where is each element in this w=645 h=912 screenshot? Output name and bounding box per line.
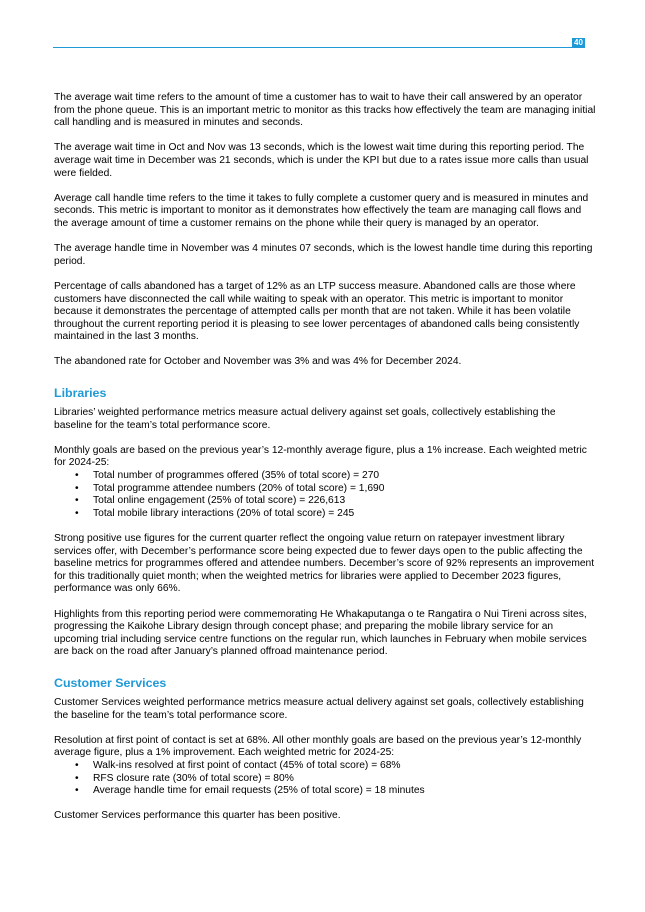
list-item: • Total online engagement (25% of total score) = 226,613 xyxy=(54,495,596,508)
libraries-paragraph-4: Highlights from this reporting period were commemorating He Whakaputanga o te Rangatira o Nui Tireni across sites, progressing the Kaikohe Library design through concept phase; and preparing the mobile library service for an upcoming trial including service centre functions on the regular run, which launches in February when mobile services are back on the road after January’s planned offroad maintenance period. xyxy=(54,608,587,658)
list-item: • Walk-ins resolved at first point of contact (45% of total score) = 68% xyxy=(54,760,596,773)
list-item: • Total mobile library interactions (20% of total score) = 245 xyxy=(54,508,596,521)
libraries-paragraph-2: Monthly goals are based on the previous year’s 12-monthly average figure, plus a 1% increase. Each weighted metric for 2024-25: xyxy=(54,444,587,469)
customer-services-paragraph-3: Customer Services performance this quarter has been positive. xyxy=(54,810,341,822)
customer-services-paragraph-1: Customer Services weighted performance metrics measure actual delivery against set goals, collectively establishing the baseline for the team’s total performance score. xyxy=(54,696,584,721)
libraries-paragraph-3: Strong positive use figures for the current quarter reflect the ongoing value return on ratepayer investment library services offer, with December’s performance score being expected due to fewer days open to the public affecting the baseline metrics for programmes offered and attendee numbers. December’s score of 92% represents an improvement for this traditionally quiet month; when the weighted metrics for libraries were applied to December 2023 figures, performance was only 66%. xyxy=(54,533,595,595)
paragraph-handle-time-results: The average handle time in November was 4 minutes 07 seconds, which is the lowest handle time during this reporting period. xyxy=(54,243,593,267)
page-number: 40 xyxy=(572,38,585,48)
libraries-paragraph-1: Libraries’ weighted performance metrics measure actual delivery against set goals, collectively establishing the baseline for the team’s total performance score. xyxy=(54,407,556,431)
paragraph-wait-time-definition: The average wait time refers to the amount of time a customer has to wait to have their call answered by an operator from the phone queue. This is an important metric to monitor as this tracks how effectively the team are managing initial call handling and is measured in minutes and seconds. xyxy=(54,92,596,129)
paragraph-handle-time-definition: Average call handle time refers to the time it takes to fully complete a customer query and is measured in minutes and seconds. This metric is important to monitor as it demonstrates how effectively the team are managing call flows and the average amount of time a customer remains on the phone while their query is managed by an operator. xyxy=(54,192,589,229)
customer-services-metrics-list xyxy=(54,760,596,798)
header-rule xyxy=(53,47,585,48)
paragraph-abandoned-results: The abandoned rate for October and November was 3% and was 4% for December 2024. xyxy=(54,356,462,368)
list-item: • Total programme attendee numbers (20% of total score) = 1,690 xyxy=(54,483,596,496)
list-item: • Average handle time for email requests (25% of total score) = 18 minutes xyxy=(54,785,596,798)
libraries-heading: Libraries xyxy=(54,386,107,401)
libraries-metrics-list xyxy=(54,470,596,520)
customer-services-heading: Customer Services xyxy=(54,675,167,690)
document-body xyxy=(54,92,596,835)
customer-services-paragraph-2: Resolution at first point of contact is set at 68%. All other monthly goals are based on the previous year’s 12-monthly average figure, plus a 1% improvement. Each weighted metric for 2024-25: xyxy=(54,734,582,759)
list-item: • Total number of programmes offered (35% of total score) = 270 xyxy=(54,470,596,483)
paragraph-abandoned-definition: Percentage of calls abandoned has a target of 12% as an LTP success measure. Abandoned calls are those where customers have disconnected the call while waiting to speak with an operator. This metric is important to monitor because it demonstrates the percentage of attempted calls per month that are not taken. While it has been volatile throughout the current reporting period it is pleasing to see lower percentages of abandoned calls being consistently maintained in the last 3 months. xyxy=(54,280,580,343)
paragraph-wait-time-results: The average wait time in Oct and Nov was 13 seconds, which is the lowest wait time during this reporting period. The average wait time in December was 21 seconds, which is under the KPI but due to a rates issue more calls than usual were fielded. xyxy=(54,142,589,179)
list-item: • RFS closure rate (30% of total score) = 80% xyxy=(54,773,596,786)
